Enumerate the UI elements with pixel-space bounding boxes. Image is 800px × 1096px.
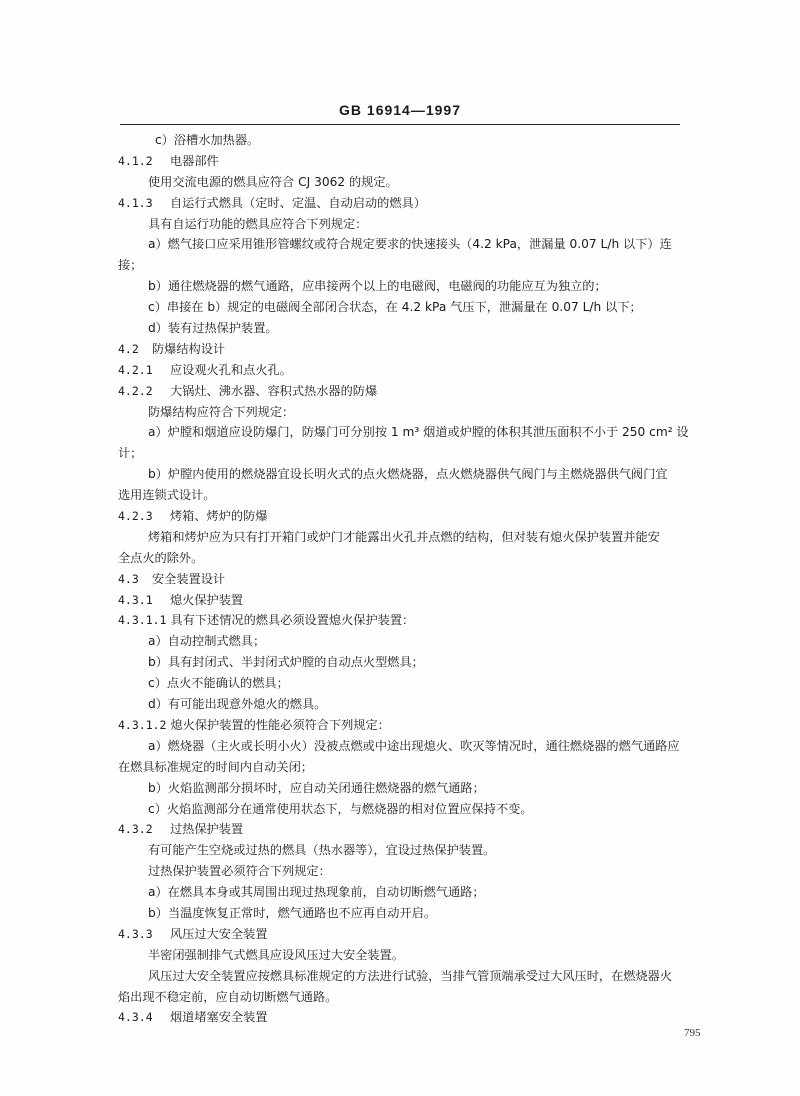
section-number: 4.3 bbox=[118, 571, 139, 586]
section-heading bbox=[118, 819, 688, 840]
section-title: 电器部件 bbox=[170, 153, 219, 168]
section-heading bbox=[118, 610, 688, 631]
paragraph-line: a）炉膛和烟道应设防爆门，防爆门可分别按 1 m³ 烟道或炉膛的体积其泄压面积不小于 250 cm² 设 bbox=[148, 425, 689, 440]
paragraph-line: d）有可能出现意外熄火的燃具。 bbox=[148, 697, 327, 712]
paragraph-line: a）燃烧器（主火或长明小火）没被点燃或中途出现熄火、吹灭等情况时，通往燃烧器的燃气通路应 bbox=[148, 738, 680, 753]
section-number: 4.3.1.2 bbox=[118, 717, 167, 732]
section-heading bbox=[118, 569, 688, 590]
section-number: 4.2.2 bbox=[118, 383, 153, 398]
section-title: 烟道堵塞安全装置 bbox=[170, 1010, 268, 1025]
section-title: 烤箱、烤炉的防爆 bbox=[170, 509, 268, 524]
section-title: 应设观火孔和点火孔。 bbox=[170, 362, 292, 377]
paragraph-line: b）炉膛内使用的燃烧器宜设长明火式的点火燃烧器，点火燃烧器供气阀门与主燃烧器供气阀门宜 bbox=[148, 467, 668, 482]
section-number: 4.1.2 bbox=[118, 153, 153, 168]
section-heading bbox=[118, 590, 688, 611]
paragraph-line: b）当温度恢复正常时，燃气通路也不应再自动开启。 bbox=[148, 905, 437, 920]
section-number: 4.3.1 bbox=[118, 592, 153, 607]
paragraph-line: 具有自运行功能的燃具应符合下列规定： bbox=[148, 216, 368, 231]
section-title: 防爆结构设计 bbox=[152, 341, 226, 356]
section-number: 4.3.3 bbox=[118, 926, 153, 941]
paragraph-line: c）浴槽水加热器。 bbox=[155, 133, 260, 147]
section-number: 4.1.3 bbox=[118, 195, 153, 210]
section-number: 4.3.4 bbox=[118, 1010, 153, 1025]
section-heading bbox=[118, 924, 688, 945]
section-title: 风压过大安全装置 bbox=[170, 926, 268, 941]
continuation-line: 全点火的除外。 bbox=[118, 550, 204, 565]
paragraph-line: b）通往燃烧器的燃气通路，应串接两个以上的电磁阀，电磁阀的功能应互为独立的； bbox=[148, 279, 607, 294]
paragraph-line: a）自动控制式燃具； bbox=[148, 634, 266, 649]
section-heading bbox=[118, 151, 688, 172]
paragraph-line: 使用交流电源的燃具应符合 CJ 3062 的规定。 bbox=[148, 174, 398, 189]
section-title: 熄火保护装置 bbox=[170, 592, 244, 607]
section-heading bbox=[118, 339, 688, 360]
paragraph-line: a）燃气接口应采用锥形管螺纹或符合规定要求的快速接头（4.2 kPa，泄漏量 0.07 L/h 以下）连 bbox=[148, 237, 672, 252]
section-heading bbox=[118, 193, 688, 214]
section-number: 4.2.3 bbox=[118, 509, 153, 524]
paragraph-line: 风压过大安全装置应按燃具标准规定的方法进行试验，当排气管顶端承受过大风压时，在燃烧器火 bbox=[148, 968, 673, 983]
section-title: 熄火保护装置的性能必须符合下列规定： bbox=[170, 717, 390, 732]
paragraph-line: c）串接在 b）规定的电磁阀全部闭合状态，在 4.2 kPa 气压下，泄漏量在 0.07 L/h 以下； bbox=[148, 300, 642, 315]
continuation-line: 在燃具标准规定的时间内自动关闭； bbox=[118, 759, 313, 774]
continuation-line: 计； bbox=[118, 446, 143, 461]
paragraph-line: c）火焰监测部分在通常使用状态下，与燃烧器的相对位置应保持不变。 bbox=[148, 801, 533, 816]
section-heading bbox=[118, 506, 688, 527]
paragraph-line: b）具有封闭式、半封闭式炉膛的自动点火型燃具； bbox=[148, 655, 424, 670]
paragraph-line: d）装有过热保护装置。 bbox=[148, 321, 278, 336]
document-body bbox=[118, 130, 688, 1028]
section-heading bbox=[118, 381, 688, 402]
header-rule bbox=[120, 124, 680, 125]
standard-number-header: GB 16914—1997 bbox=[339, 102, 461, 118]
section-number: 4.3.2 bbox=[118, 822, 153, 837]
section-title: 具有下述情况的燃具必须设置熄火保护装置： bbox=[170, 613, 415, 628]
section-heading bbox=[118, 360, 688, 381]
section-title: 大锅灶、沸水器、容积式热水器的防爆 bbox=[170, 383, 378, 398]
paragraph-line: 有可能产生空烧或过热的燃具（热水器等），宜设过热保护装置。 bbox=[148, 843, 496, 858]
section-heading bbox=[118, 715, 688, 736]
section-heading bbox=[118, 1007, 688, 1028]
section-title: 安全装置设计 bbox=[152, 571, 226, 586]
continuation-line: 选用连锁式设计。 bbox=[118, 488, 216, 503]
continuation-line: 接； bbox=[118, 258, 143, 273]
paragraph-line: 防爆结构应符合下列规定： bbox=[148, 404, 295, 419]
section-number: 4.2 bbox=[118, 341, 139, 356]
paragraph-line: c）点火不能确认的燃具； bbox=[148, 676, 289, 691]
section-title: 自运行式燃具（定时、定温、自动启动的燃具） bbox=[170, 195, 426, 210]
paragraph-line: 过热保护装置必须符合下列规定： bbox=[148, 864, 331, 879]
paragraph-line: 半密闭强制排气式燃具应设风压过大安全装置。 bbox=[148, 947, 404, 962]
section-number: 4.2.1 bbox=[118, 362, 153, 377]
paragraph-line: 烤箱和烤炉应为只有打开箱门或炉门才能露出火孔并点燃的结构，但对装有熄火保护装置并能安 bbox=[148, 529, 660, 544]
paragraph-line: b）火焰监测部分损坏时，应自动关闭通往燃烧器的燃气通路； bbox=[148, 780, 485, 795]
page-number: 795 bbox=[684, 1027, 701, 1039]
section-number: 4.3.1.1 bbox=[118, 613, 167, 628]
section-title: 过热保护装置 bbox=[170, 822, 244, 837]
continuation-line: 焰出现不稳定前，应自动切断燃气通路。 bbox=[118, 989, 338, 1004]
paragraph-line: a）在燃具本身或其周围出现过热现象前，自动切断燃气通路； bbox=[148, 885, 485, 900]
